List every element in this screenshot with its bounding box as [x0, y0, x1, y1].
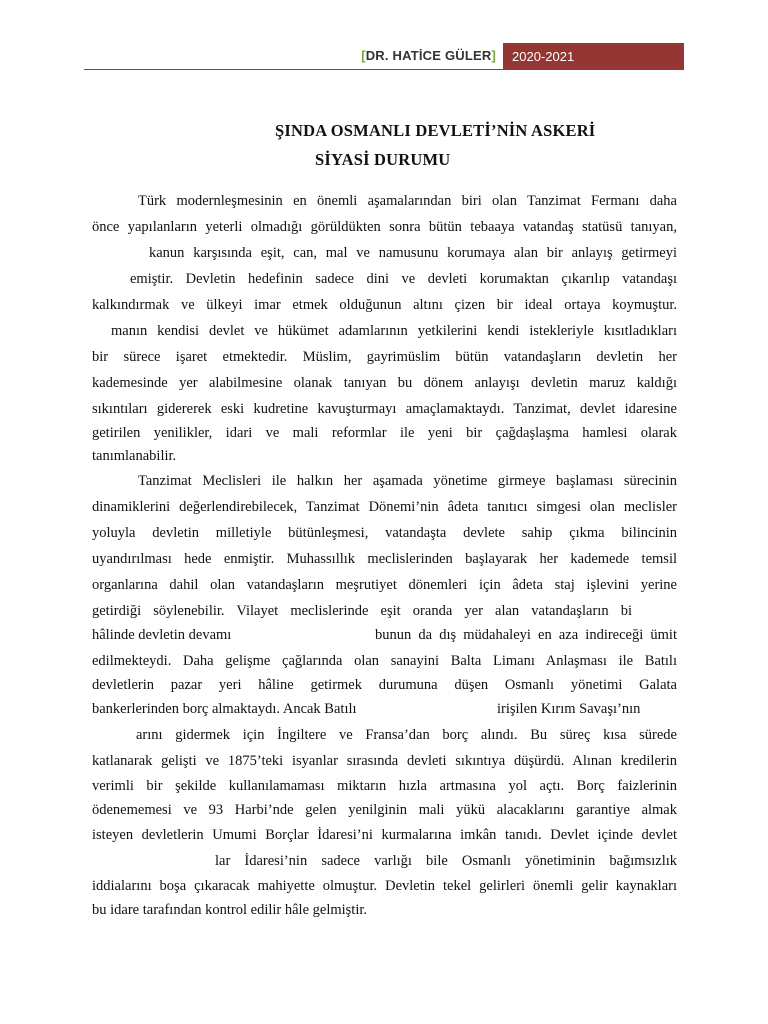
body-line: getirdiği söylenebilir. Vilayet meclislerinde eşit oranda yer alan vatandaşların bi — [92, 603, 632, 619]
body-line-split — [92, 696, 677, 722]
body-line: sıkıntıları gidererek eski kudretine kavuşturmayı amaçlamaktaydı. Tanzimat, devlet idaresine — [92, 401, 677, 417]
body-line-split — [92, 622, 677, 648]
header-bracket-close: ] — [491, 48, 496, 63]
body-line: uyandırılması hede enmiştir. Muhassıllık meclislerinden başlayarak her kademede temsil — [92, 551, 677, 567]
body-line: organlarına dahil olan vatandaşların meşrutiyet dönemleri için âdeta staj işlevini yerine — [92, 577, 677, 593]
body-line: bir sürece işaret etmektedir. Müslim, gayrimüslim bütün vatandaşların devletin her — [92, 349, 677, 365]
page-header — [0, 43, 768, 71]
body-line: dinamiklerini değerlendirebilecek, Tanzimat Dönemi’nin âdeta tanıtıcı simgesi olan meclisler — [92, 499, 677, 515]
body-line: yoluyla devletin milletiyle bütünleşmesi, vatandaşta devlete sahip çıkma bilincinin — [92, 525, 677, 541]
body-line: verimli bir şekilde kullanılamaması miktarın hızla artmasına yol açtı. Borç faizlerinin — [92, 778, 677, 794]
body-line: katlanarak gelişti ve 1875’teki isyanlar sırasında devleti sıkıntıya düşürdü. Alınan kredilerin — [92, 753, 677, 769]
document-title-line-1: ŞINDA OSMANLI DEVLETİ’NİN ASKERİ — [275, 121, 596, 140]
body-line: emiştir. Devletin hedefinin sadece dini ve devleti korumaktan çıkarılıp vatandaşı — [130, 271, 677, 287]
header-bracket-open: [ — [361, 48, 366, 63]
header-year-badge: 2020-2021 — [503, 43, 684, 70]
body-line: ödenememesi ve 93 Harbi’nde gelen yenilginin mali yükü alacaklarını garantiye almak — [92, 802, 677, 818]
body-line: getirilen yenilikler, idari ve mali reformlar ile yeni bir çağdaşlaşma hamlesi olarak — [92, 425, 677, 441]
body-line: Tanzimat Meclisleri ile halkın her aşamada yönetime girmeye başlaması sürecinin — [138, 473, 677, 489]
body-line: edilmekteydi. Daha gelişme çağlarında olan sanayini Balta Limanı Anlaşması ile Batılı — [92, 653, 677, 669]
body-line-segment: bankerlerinden borç almaktaydı. Ancak Batılı — [92, 701, 357, 717]
body-line: kalkındırmak ve ülkeyi imar etmek olduğunun altını çizen bir ideal ortaya koymuştur. — [92, 297, 677, 313]
body-line: arını gidermek için İngiltere ve Fransa’dan borç alındı. Bu süreç kısa sürede — [136, 727, 677, 743]
body-line: devletlerin pazar yeri hâline getirmek durumuna düşen Osmanlı yönetimi Galata — [92, 677, 677, 693]
body-line: iddialarını boşa çıkaracak mahiyette olmuştur. Devletin tekel gelirleri önemli gelir kaynakları — [92, 878, 677, 894]
body-line: Türk modernleşmesinin en önemli aşamalarından biri olan Tanzimat Fermanı daha — [138, 193, 677, 209]
body-line: kanun karşısında eşit, can, mal ve namusunu korumaya alan bir anlayış getirmeyi — [149, 245, 677, 261]
body-line: bu idare tarafından kontrol edilir hâle gelmiştir. — [92, 902, 368, 918]
document-title-line-2: SİYASİ DURUMU — [315, 150, 451, 169]
body-line: tanımlanabilir. — [92, 448, 177, 464]
body-line: önce yapılanların yeterli olmadığı görüldükten sonra bütün tebaaya vatandaş statüsü tanıyan, — [92, 219, 677, 235]
header-author-name: DR. HATİCE GÜLER — [365, 48, 492, 63]
body-line: kademesinde yer alabilmesine olanak tanıyan bu dönem anlayışı devletin maruz kaldığı — [92, 375, 677, 391]
body-line: manın kendisi devlet ve hükümet adamlarının yetkilerini kendi istekleriyle kısıtladıkları — [111, 323, 677, 339]
header-divider — [84, 69, 684, 70]
body-line: lar İdaresi’nin sadece varlığı bile Osmanlı yönetiminin bağımsızlık — [215, 853, 677, 869]
header-author — [361, 48, 496, 63]
body-line: isteyen devletlerin Umumi Borçlar İdaresi’ni kurmalarına imkân tanıdı. Devlet içinde devlet — [92, 827, 677, 843]
body-line-segment: bunun da dış müdahaleyi en aza indireceği ümit — [375, 627, 677, 643]
body-line-segment: irişilen Kırım Savaşı’nın — [497, 701, 641, 717]
body-line-segment: hâlinde devletin devamı — [92, 627, 232, 643]
